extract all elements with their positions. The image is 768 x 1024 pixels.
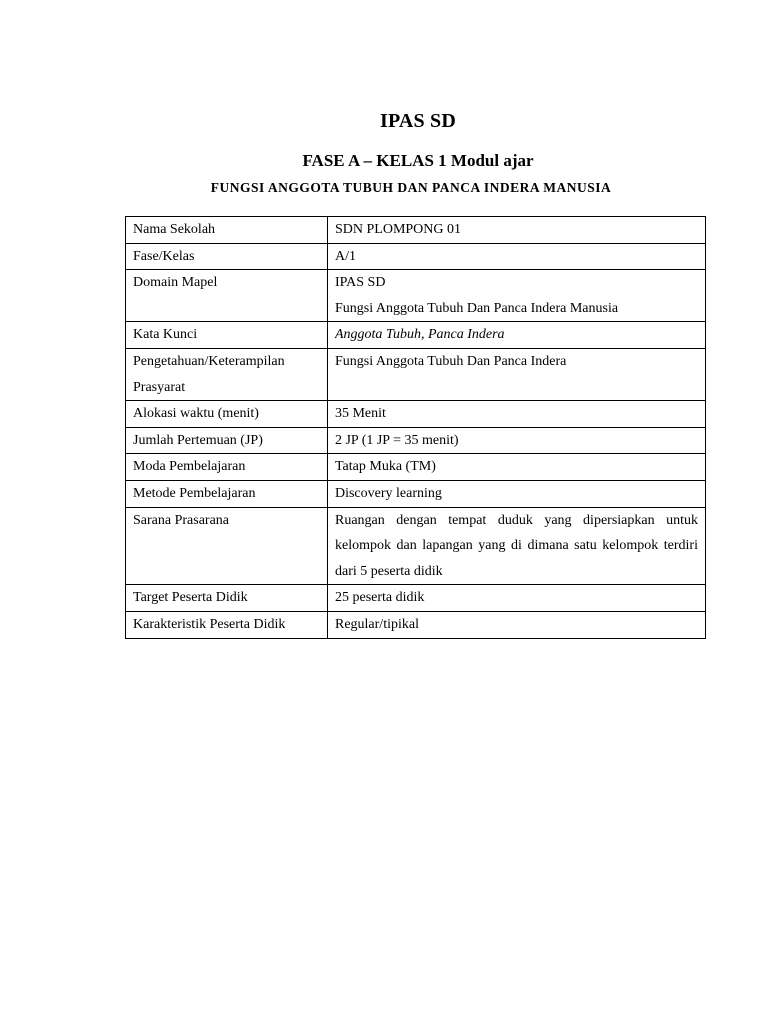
- table-row: [126, 611, 706, 638]
- table-row: [126, 480, 706, 507]
- row-label-line2: Prasyarat: [133, 379, 186, 395]
- table-row: [126, 585, 706, 612]
- row-label: Domain Mapel: [126, 270, 328, 322]
- row-value: A/1: [327, 243, 705, 270]
- row-value: 25 peserta didik: [327, 585, 705, 612]
- document-subtitle: FASE A – KELAS 1 Modul ajar: [302, 151, 534, 170]
- row-label: Pengetahuan/Keterampilan: [133, 353, 285, 369]
- table-row: [126, 322, 706, 349]
- table-row: [126, 243, 706, 270]
- row-label: Sarana Prasarana: [126, 507, 328, 585]
- row-label: Alokasi waktu (menit): [126, 401, 328, 428]
- row-label: Moda Pembelajaran: [126, 454, 328, 481]
- table-row: [126, 270, 706, 322]
- row-value: IPAS SD: [334, 275, 386, 291]
- row-value: Anggota Tubuh, Panca Indera: [327, 322, 705, 349]
- table-row: [126, 217, 706, 244]
- table-row: [126, 348, 706, 400]
- row-label: Kata Kunci: [126, 322, 328, 349]
- row-value: Tatap Muka (TM): [327, 454, 705, 481]
- table-row: [126, 454, 706, 481]
- row-value: 35 Menit: [327, 401, 705, 428]
- row-label: Metode Pembelajaran: [126, 480, 328, 507]
- row-value: Ruangan dengan tempat duduk yang dipersiapkan untuk kelompok dan lapangan yang di dimana satu kelompok terdiri dari 5 peserta didik: [327, 507, 705, 585]
- row-label: Jumlah Pertemuan (JP): [126, 427, 328, 454]
- row-value: Fungsi Anggota Tubuh Dan Panca Indera: [327, 348, 705, 400]
- row-label: Nama Sekolah: [126, 217, 328, 244]
- table-row: [126, 427, 706, 454]
- row-label: Target Peserta Didik: [126, 585, 328, 612]
- row-label: Karakteristik Peserta Didik: [126, 611, 328, 638]
- table-row: [126, 507, 706, 585]
- info-table: [125, 216, 706, 639]
- row-value: Discovery learning: [327, 480, 705, 507]
- row-label-cell: [126, 348, 328, 400]
- row-value: Regular/tipikal: [327, 611, 705, 638]
- table-row: [126, 401, 706, 428]
- document-title: IPAS SD: [379, 110, 457, 132]
- document-topic: FUNGSI ANGGOTA TUBUH DAN PANCA INDERA MANUSIA: [210, 180, 612, 195]
- row-value: 2 JP (1 JP = 35 menit): [327, 427, 705, 454]
- row-value-line2: Fungsi Anggota Tubuh Dan Panca Indera Manusia: [334, 300, 619, 316]
- row-value: SDN PLOMPONG 01: [327, 217, 705, 244]
- row-value-cell: [327, 270, 705, 322]
- row-label: Fase/Kelas: [126, 243, 328, 270]
